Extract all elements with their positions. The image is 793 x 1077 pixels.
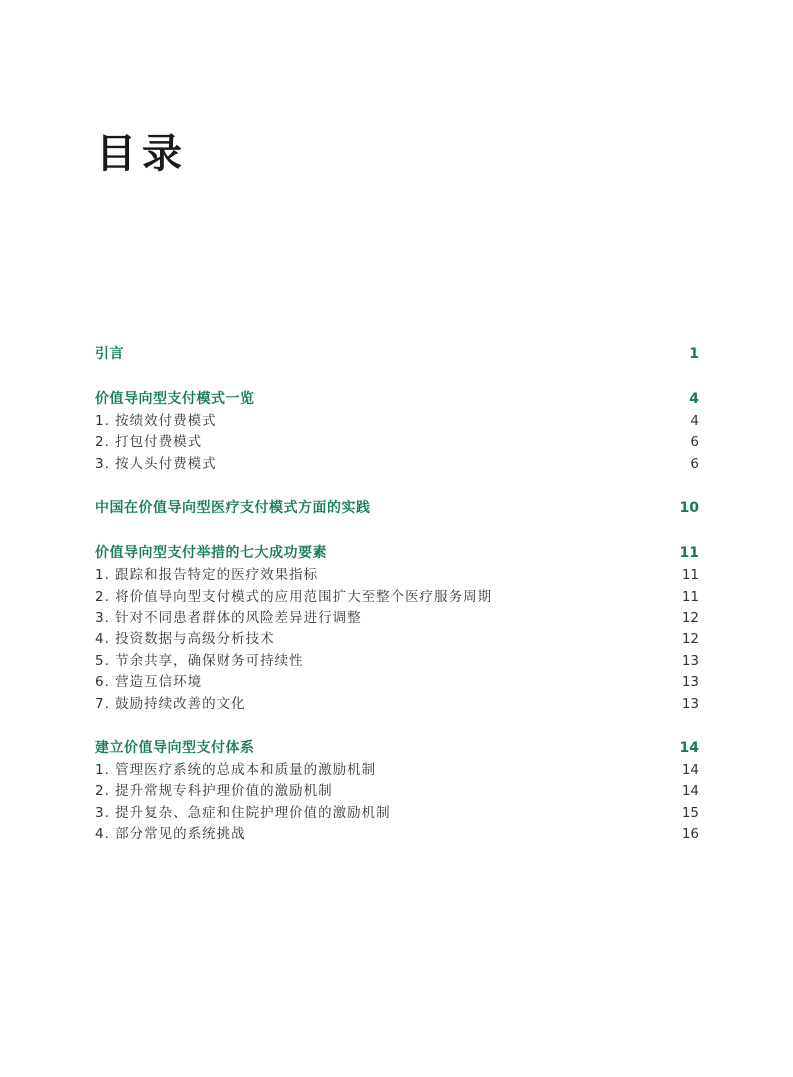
toc-page-number: 13 bbox=[681, 695, 699, 712]
toc-heading-label: 引言 bbox=[95, 346, 124, 362]
toc-heading-label: 价值导向型支付模式一览 bbox=[95, 391, 255, 407]
toc-heading-row[interactable] bbox=[95, 736, 699, 760]
toc-item-label: 1. 跟踪和报告特定的医疗效果指标 bbox=[95, 567, 319, 584]
toc-heading-row[interactable] bbox=[95, 496, 699, 520]
toc-item-label: 4. 投资数据与高级分析技术 bbox=[95, 631, 275, 648]
table-of-contents bbox=[95, 342, 699, 866]
toc-item-label: 2. 将价值导向型支付模式的应用范围扩大至整个医疗服务周期 bbox=[95, 588, 493, 605]
toc-page-number: 13 bbox=[681, 652, 699, 669]
toc-page-number: 4 bbox=[689, 391, 699, 407]
toc-item-row[interactable] bbox=[95, 608, 699, 629]
toc-item-row[interactable] bbox=[95, 587, 699, 608]
toc-heading-label: 价值导向型支付举措的七大成功要素 bbox=[95, 545, 327, 562]
toc-item-label: 3. 提升复杂、急症和住院护理价值的激励机制 bbox=[95, 804, 391, 821]
toc-item-label: 5. 节余共享，确保财务可持续性 bbox=[95, 652, 304, 669]
toc-page-number: 14 bbox=[681, 761, 699, 778]
toc-item-label: 4. 部分常见的系统挑战 bbox=[95, 826, 246, 843]
toc-item-row[interactable] bbox=[95, 411, 699, 432]
toc-item-label: 7. 鼓励持续改善的文化 bbox=[95, 695, 246, 712]
toc-heading-row[interactable] bbox=[95, 342, 699, 366]
toc-item-row[interactable] bbox=[95, 651, 699, 672]
toc-page-number: 12 bbox=[681, 631, 699, 648]
toc-section bbox=[95, 496, 699, 520]
toc-page-number: 11 bbox=[681, 588, 699, 605]
toc-page-number: 12 bbox=[681, 609, 699, 626]
toc-item-row[interactable] bbox=[95, 760, 699, 781]
toc-item-row[interactable] bbox=[95, 432, 699, 453]
toc-item-row[interactable] bbox=[95, 824, 699, 845]
page-title: 目录 bbox=[96, 130, 188, 177]
toc-page-number: 14 bbox=[679, 739, 699, 756]
toc-page-number: 6 bbox=[690, 434, 699, 451]
toc-page-number: 14 bbox=[681, 783, 699, 800]
toc-item-label: 3. 针对不同患者群体的风险差异进行调整 bbox=[95, 609, 362, 626]
toc-item-row[interactable] bbox=[95, 629, 699, 650]
toc-item-label: 2. 打包付费模式 bbox=[95, 434, 203, 451]
toc-heading-label: 中国在价值导向型医疗支付模式方面的实践 bbox=[95, 500, 371, 517]
toc-section bbox=[95, 342, 699, 366]
toc-item-row[interactable] bbox=[95, 454, 699, 475]
toc-heading-row[interactable] bbox=[95, 387, 699, 411]
toc-section bbox=[95, 387, 699, 475]
toc-page-number: 6 bbox=[690, 455, 699, 472]
toc-page-number: 11 bbox=[679, 545, 699, 562]
toc-section bbox=[95, 541, 699, 715]
toc-item-label: 1. 管理医疗系统的总成本和质量的激励机制 bbox=[95, 761, 377, 778]
toc-page-number: 11 bbox=[681, 567, 699, 584]
toc-page-number: 4 bbox=[690, 413, 699, 429]
toc-item-label: 3. 按人头付费模式 bbox=[95, 455, 217, 472]
toc-page-number: 13 bbox=[681, 674, 699, 691]
toc-item-row[interactable] bbox=[95, 565, 699, 586]
toc-page-number: 10 bbox=[679, 500, 699, 517]
toc-item-row[interactable] bbox=[95, 694, 699, 715]
toc-item-row[interactable] bbox=[95, 672, 699, 693]
toc-page-number: 15 bbox=[681, 804, 699, 821]
toc-item-row[interactable] bbox=[95, 803, 699, 824]
toc-page-number: 16 bbox=[681, 826, 699, 843]
toc-section bbox=[95, 736, 699, 846]
toc-item-label: 1. 按绩效付费模式 bbox=[95, 413, 217, 429]
toc-item-label: 6. 营造互信环境 bbox=[95, 674, 203, 691]
toc-page-number: 1 bbox=[689, 346, 699, 362]
toc-heading-label: 建立价值导向型支付体系 bbox=[95, 739, 255, 756]
toc-item-label: 2. 提升常规专科护理价值的激励机制 bbox=[95, 783, 333, 800]
toc-item-row[interactable] bbox=[95, 781, 699, 802]
toc-heading-row[interactable] bbox=[95, 541, 699, 565]
